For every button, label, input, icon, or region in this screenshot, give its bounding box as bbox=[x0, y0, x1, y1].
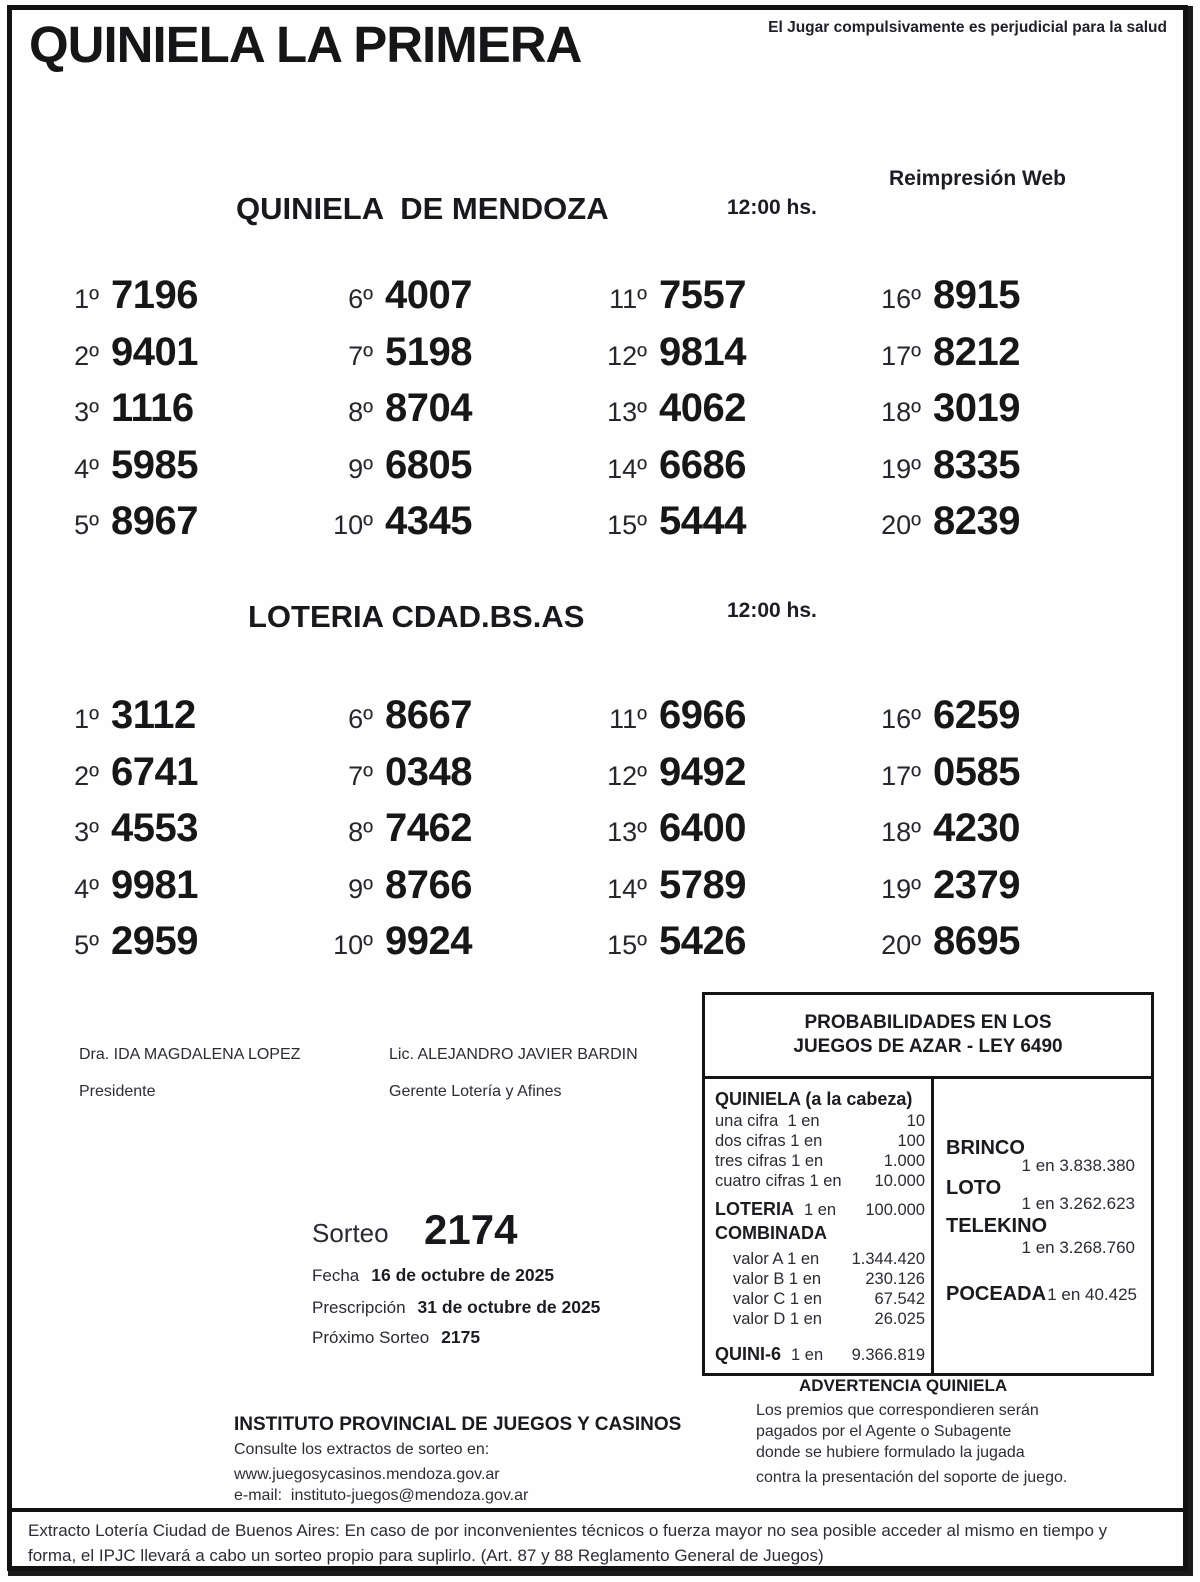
result-cell bbox=[37, 800, 309, 857]
result-position: 5º bbox=[74, 510, 99, 540]
bsas-results-col-4 bbox=[859, 687, 1131, 970]
result-number: 3019 bbox=[933, 386, 1020, 430]
result-cell bbox=[585, 324, 857, 381]
result-number: 5985 bbox=[111, 442, 198, 487]
result-position: 15º bbox=[607, 510, 647, 540]
draw-prescription-row bbox=[312, 1297, 600, 1318]
result-cell bbox=[37, 437, 309, 494]
result-cell bbox=[585, 744, 857, 801]
odds-row bbox=[715, 1309, 925, 1329]
draw-next-row bbox=[312, 1327, 480, 1348]
result-position: 3º bbox=[74, 397, 99, 427]
result-cell bbox=[585, 380, 857, 437]
odds-label: valor B 1 en bbox=[733, 1270, 822, 1288]
odds-row bbox=[715, 1151, 925, 1171]
result-cell bbox=[585, 687, 857, 744]
result-cell bbox=[311, 437, 583, 494]
result-number: 6805 bbox=[385, 442, 472, 487]
mendoza-results-col-3 bbox=[585, 267, 857, 550]
odds-label: valor A 1 en bbox=[733, 1250, 820, 1268]
result-number: 9401 bbox=[111, 329, 198, 374]
mendoza-results-col-1 bbox=[37, 267, 309, 550]
result-cell bbox=[37, 913, 309, 970]
result-position: 8º bbox=[348, 397, 373, 427]
result-position: 13º bbox=[607, 817, 647, 847]
result-position: 4º bbox=[74, 873, 99, 904]
result-position: 11º bbox=[609, 284, 647, 314]
result-number: 8239 bbox=[933, 499, 1020, 543]
result-number: 4007 bbox=[385, 273, 472, 317]
advertencia-line: donde se hubiere formulado la jugada bbox=[756, 1444, 1025, 1461]
result-number: 0585 bbox=[933, 749, 1020, 794]
result-position: 6º bbox=[348, 704, 373, 734]
result-number: 5789 bbox=[659, 862, 746, 907]
result-position: 11º bbox=[609, 704, 647, 734]
odds-label: tres cifras 1 en bbox=[715, 1152, 824, 1170]
signatory-manager-role: Gerente Lotería y Afines bbox=[389, 1083, 562, 1100]
result-cell bbox=[859, 913, 1131, 970]
probabilities-title bbox=[705, 995, 1151, 1079]
result-number: 9981 bbox=[111, 862, 198, 907]
result-position: 9º bbox=[348, 453, 373, 484]
odds-value: 10 bbox=[906, 1112, 925, 1130]
result-number: 5444 bbox=[659, 499, 746, 543]
result-position: 13º bbox=[607, 397, 647, 427]
result-number: 2959 bbox=[111, 919, 198, 963]
result-cell bbox=[311, 324, 583, 381]
mendoza-results-col-2 bbox=[311, 267, 583, 550]
result-number: 1116 bbox=[111, 386, 194, 430]
result-cell bbox=[859, 267, 1131, 324]
result-number: 4230 bbox=[933, 806, 1020, 850]
loteria-label: LOTERIA bbox=[715, 1199, 794, 1219]
proximo-sorteo-value: 2175 bbox=[441, 1327, 481, 1347]
probabilities-box bbox=[702, 992, 1154, 1376]
result-number: 8704 bbox=[385, 386, 472, 430]
brinco-odds: 1 en 3.838.380 bbox=[1021, 1156, 1135, 1175]
poceada-odds: 1 en 40.425 bbox=[1047, 1285, 1137, 1304]
result-number: 7557 bbox=[659, 273, 746, 317]
odds-label: dos cifras 1 en bbox=[715, 1132, 823, 1150]
result-number: 8967 bbox=[111, 499, 198, 543]
probabilities-title-line2: JUEGOS DE AZAR - LEY 6490 bbox=[793, 1036, 1063, 1057]
result-number: 8695 bbox=[933, 919, 1020, 963]
odds-value: 100 bbox=[897, 1132, 925, 1150]
advertencia-line: contra la presentación del soporte de juego. bbox=[756, 1469, 1068, 1486]
result-cell bbox=[859, 493, 1131, 550]
result-cell bbox=[585, 267, 857, 324]
prescripcion-value: 31 de octubre de 2025 bbox=[417, 1297, 601, 1317]
result-number: 3112 bbox=[111, 693, 196, 737]
result-cell bbox=[37, 687, 309, 744]
result-cell bbox=[859, 324, 1131, 381]
loteria-odds-row bbox=[715, 1198, 925, 1220]
bsas-section-title: LOTERIA CDAD.BS.AS bbox=[248, 599, 585, 634]
result-position: 10º bbox=[333, 930, 373, 960]
result-cell bbox=[585, 437, 857, 494]
result-position: 18º bbox=[881, 817, 921, 847]
prescripcion-label: Prescripción bbox=[312, 1298, 406, 1317]
poceada-row bbox=[946, 1283, 1137, 1306]
odds-label: cuatro cifras 1 en bbox=[715, 1172, 842, 1190]
result-number: 6400 bbox=[659, 806, 746, 850]
result-position: 3º bbox=[74, 817, 99, 847]
odds-row bbox=[715, 1249, 925, 1269]
odds-label: una cifra 1 en bbox=[715, 1112, 820, 1130]
result-cell bbox=[859, 744, 1131, 801]
instituto-website: www.juegosycasinos.mendoza.gov.ar bbox=[234, 1466, 500, 1483]
result-cell bbox=[37, 493, 309, 550]
result-position: 8º bbox=[348, 817, 373, 847]
telekino-label: TELEKINO bbox=[946, 1215, 1048, 1237]
result-cell bbox=[585, 857, 857, 914]
quiniela-odds-header: QUINIELA (a la cabeza) bbox=[715, 1089, 913, 1109]
combinada-header: COMBINADA bbox=[715, 1223, 827, 1243]
result-position: 17º bbox=[881, 340, 921, 371]
result-cell bbox=[311, 744, 583, 801]
quini6-mid: 1 en bbox=[791, 1346, 824, 1364]
result-cell bbox=[311, 857, 583, 914]
sorteo-label: Sorteo bbox=[312, 1218, 389, 1248]
quini6-odds-row bbox=[715, 1343, 925, 1365]
result-position: 17º bbox=[881, 760, 921, 791]
result-cell bbox=[311, 913, 583, 970]
probabilities-right-column bbox=[934, 1079, 1151, 1373]
quini6-label: QUINI-6 bbox=[715, 1344, 782, 1364]
result-position: 12º bbox=[607, 340, 647, 371]
bsas-draw-time: 12:00 hs. bbox=[727, 599, 817, 622]
result-position: 19º bbox=[881, 873, 921, 904]
result-cell bbox=[585, 800, 857, 857]
result-number: 8212 bbox=[933, 329, 1020, 374]
result-position: 6º bbox=[348, 284, 373, 314]
result-cell bbox=[311, 493, 583, 550]
page-title: QUINIELA LA PRIMERA bbox=[29, 16, 582, 73]
result-position: 20º bbox=[881, 930, 921, 960]
result-position: 15º bbox=[607, 930, 647, 960]
result-cell bbox=[311, 267, 583, 324]
result-cell bbox=[859, 437, 1131, 494]
result-number: 8335 bbox=[933, 442, 1020, 487]
probabilities-body bbox=[705, 1079, 1151, 1373]
result-number: 8667 bbox=[385, 693, 472, 737]
result-number: 7196 bbox=[111, 273, 198, 317]
result-number: 4062 bbox=[659, 386, 746, 430]
bsas-results-col-2 bbox=[311, 687, 583, 970]
result-number: 0348 bbox=[385, 749, 472, 794]
odds-label: valor C 1 en bbox=[733, 1290, 822, 1308]
footer-note-line1: Extracto Lotería Ciudad de Buenos Aires: En caso de por inconvenientes técnicos o fuerza mayor no sea posible acceder al mismo en tiempo y bbox=[28, 1521, 1108, 1540]
draw-date-row bbox=[312, 1265, 554, 1286]
odds-value: 1.000 bbox=[883, 1152, 925, 1170]
result-position: 4º bbox=[74, 453, 99, 484]
sorteo-number: 2174 bbox=[424, 1206, 518, 1253]
result-cell bbox=[37, 744, 309, 801]
result-position: 9º bbox=[348, 873, 373, 904]
result-number: 9492 bbox=[659, 749, 746, 794]
advertencia-line: pagados por el Agente o Subagente bbox=[756, 1423, 1012, 1440]
result-cell bbox=[859, 687, 1131, 744]
bsas-results-col-1 bbox=[37, 687, 309, 970]
result-position: 20º bbox=[881, 510, 921, 540]
instituto-email: e-mail: instituto-juegos@mendoza.gov.ar bbox=[234, 1487, 529, 1504]
signatory-president-role: Presidente bbox=[79, 1083, 156, 1100]
result-cell bbox=[37, 324, 309, 381]
result-position: 10º bbox=[333, 510, 373, 540]
result-cell bbox=[585, 913, 857, 970]
result-number: 2379 bbox=[933, 862, 1020, 907]
footer-note-line2: forma, el IPJC llevará a cabo un sorteo propio para suplirlo. (Art. 87 y 88 Reglamento General de Juegos) bbox=[28, 1546, 824, 1565]
probabilities-title-line1: PROBABILIDADES EN LOS bbox=[804, 1012, 1052, 1033]
result-number: 4345 bbox=[385, 499, 472, 543]
result-number: 7462 bbox=[385, 806, 472, 850]
odds-value: 230.126 bbox=[865, 1270, 925, 1288]
footer-note bbox=[12, 1508, 1183, 1566]
result-number: 5426 bbox=[659, 919, 746, 963]
result-position: 12º bbox=[607, 760, 647, 791]
result-position: 2º bbox=[74, 760, 99, 791]
proximo-sorteo-label: Próximo Sorteo bbox=[312, 1328, 430, 1347]
fecha-label: Fecha bbox=[312, 1266, 360, 1285]
result-position: 16º bbox=[881, 704, 921, 734]
result-number: 5198 bbox=[385, 329, 472, 374]
mendoza-results-col-4 bbox=[859, 267, 1131, 550]
result-cell bbox=[311, 687, 583, 744]
result-cell bbox=[859, 380, 1131, 437]
result-position: 19º bbox=[881, 453, 921, 484]
result-position: 1º bbox=[74, 284, 99, 314]
odds-row bbox=[715, 1111, 925, 1131]
mendoza-draw-time: 12:00 hs. bbox=[727, 196, 817, 219]
fecha-value: 16 de octubre de 2025 bbox=[371, 1265, 555, 1285]
signatory-manager-name: Lic. ALEJANDRO JAVIER BARDIN bbox=[389, 1046, 638, 1063]
odds-row bbox=[715, 1289, 925, 1309]
result-cell bbox=[311, 380, 583, 437]
result-position: 5º bbox=[74, 930, 99, 960]
result-cell bbox=[859, 800, 1131, 857]
result-number: 9924 bbox=[385, 919, 472, 963]
odds-row bbox=[715, 1131, 925, 1151]
loto-odds: 1 en 3.262.623 bbox=[1021, 1194, 1135, 1213]
result-number: 4553 bbox=[111, 806, 198, 850]
result-position: 18º bbox=[881, 397, 921, 427]
result-cell bbox=[37, 380, 309, 437]
bsas-results-col-3 bbox=[585, 687, 857, 970]
result-position: 14º bbox=[607, 873, 647, 904]
odds-value: 26.025 bbox=[874, 1310, 925, 1328]
result-position: 14º bbox=[607, 453, 647, 484]
result-cell bbox=[859, 857, 1131, 914]
health-warning: El Jugar compulsivamente es perjudicial para la salud bbox=[768, 19, 1167, 36]
mendoza-section-title: QUINIELA DE MENDOZA bbox=[236, 191, 609, 226]
odds-row bbox=[715, 1171, 925, 1191]
advertencia-line: Los premios que correspondieren serán bbox=[756, 1402, 1039, 1419]
result-number: 6966 bbox=[659, 693, 746, 737]
result-cell bbox=[585, 493, 857, 550]
result-position: 2º bbox=[74, 340, 99, 371]
reprint-label: Reimpresión Web bbox=[889, 167, 1066, 190]
loto-label: LOTO bbox=[946, 1177, 1002, 1199]
loteria-mid: 1 en bbox=[804, 1201, 837, 1219]
result-position: 16º bbox=[881, 284, 921, 314]
result-cell bbox=[311, 800, 583, 857]
instituto-consult-text: Consulte los extractos de sorteo en: bbox=[234, 1441, 490, 1458]
result-number: 6741 bbox=[111, 749, 198, 794]
page-border bbox=[7, 5, 1188, 1571]
result-number: 9814 bbox=[659, 329, 746, 374]
advertencia-title: ADVERTENCIA QUINIELA bbox=[799, 1376, 1008, 1395]
odds-value: 10.000 bbox=[874, 1172, 925, 1190]
result-number: 8915 bbox=[933, 273, 1020, 317]
result-cell bbox=[37, 267, 309, 324]
result-cell bbox=[37, 857, 309, 914]
result-number: 6686 bbox=[659, 442, 746, 487]
odds-label: valor D 1 en bbox=[733, 1310, 822, 1328]
result-number: 8766 bbox=[385, 862, 472, 907]
signatory-president-name: Dra. IDA MAGDALENA LOPEZ bbox=[79, 1046, 301, 1063]
telekino-odds: 1 en 3.268.760 bbox=[1021, 1238, 1135, 1257]
quini6-value: 9.366.819 bbox=[851, 1346, 925, 1364]
result-number: 6259 bbox=[933, 693, 1020, 737]
result-position: 7º bbox=[348, 340, 373, 371]
result-position: 7º bbox=[348, 760, 373, 791]
odds-value: 1.344.420 bbox=[851, 1250, 925, 1268]
result-position: 1º bbox=[74, 704, 99, 734]
brinco-label: BRINCO bbox=[946, 1137, 1025, 1159]
odds-value: 67.542 bbox=[874, 1290, 925, 1308]
poceada-label: POCEADA bbox=[946, 1283, 1047, 1305]
loteria-value: 100.000 bbox=[865, 1201, 925, 1219]
odds-row bbox=[715, 1269, 925, 1289]
probabilities-left-column bbox=[705, 1079, 934, 1373]
instituto-name: INSTITUTO PROVINCIAL DE JUEGOS Y CASINOS bbox=[234, 1414, 682, 1435]
